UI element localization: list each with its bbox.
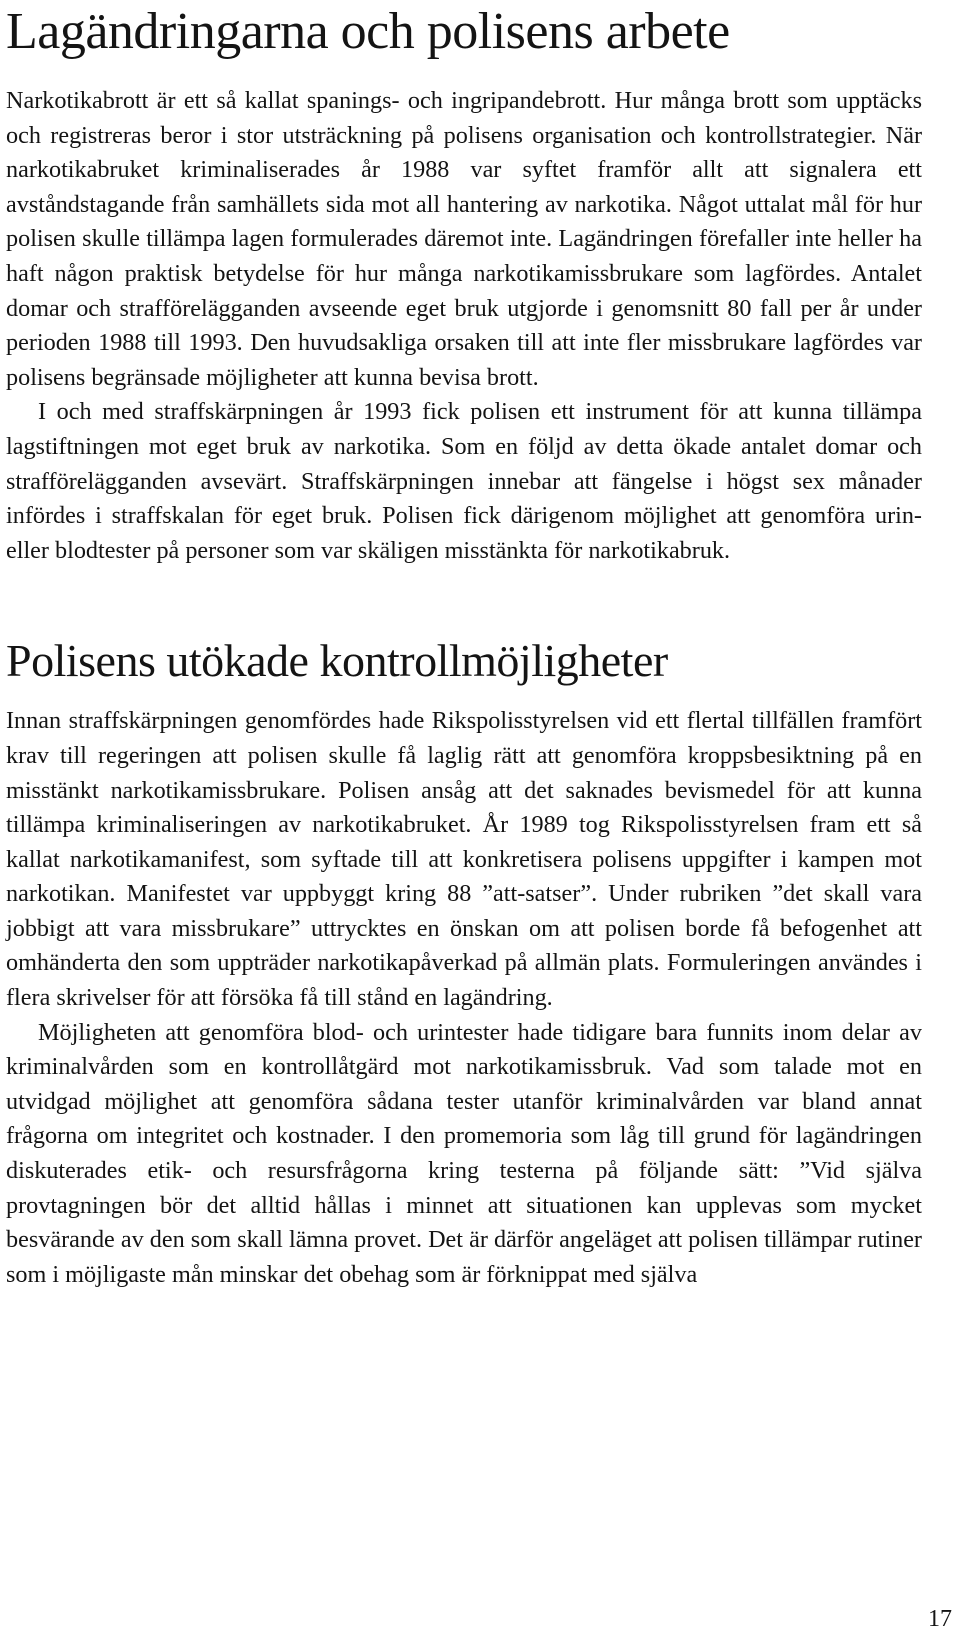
- body-paragraph: Narkotikabrott är ett så kallat spanings- och ingripandebrott. Hur många brott som upptäcks och registreras beror i stor utsträckning på polisens organisation och kontrollstrategier. När narkotikabruket kriminaliserades år 1988 var syftet framför allt att signalera ett avståndstagande från samhällets sida mot all hantering av narkotika. Något uttalat mål för hur polisen skulle tillämpa lagen formulerades däremot inte. Lagändringen förefaller inte heller ha haft någon praktisk betydelse för hur många narkotikamissbrukare som lagfördes. Antalet domar och strafförelägganden avseende eget bruk utgjorde i genomsnitt 80 fall per år under perioden 1988 till 1993. Den huvudsakliga orsaken till att inte fler missbrukare lagfördes var polisens begränsade möjligheter att kunna bevisa brott.: [6, 87, 922, 391]
- document-page: [6, 0, 922, 1292]
- body-paragraph: I och med straffskärpningen år 1993 fick polisen ett instrument för att kunna tillämpa lagstiftningen mot eget bruk av narkotika. Som en följd av detta ökade antalet domar och strafförelägganden avsevärt. Straffskärpningen innebar att fängelse i högst sex månader infördes i straffskalan för eget bruk. Polisen fick därigenom möjlighet att genomföra urin- eller blodtester på personer som var skäligen misstänkta för narkotikabruk.: [6, 398, 922, 564]
- body-paragraph: Möjligheten att genomföra blod- och urintester hade tidigare bara funnits inom delar av kriminalvården som en kontrollåtgärd mot narkotikamissbruk. Vad som talade mot en utvidgad möjlighet att genomföra sådana tester utanför kriminalvården var bland annat frågorna om integritet och kostnader. I den promemoria som låg till grund för lagändringen diskuterades etik- och resursfrågorna kring testerna på följande sätt: ”Vid själva provtagningen bör det alltid hållas i minnet att situationen kan upplevas som mycket besvärande av den som skall lämna provet. Det är därför angeläget att polisen tillämpar rutiner som i möjligaste mån minskar det obehag som är förknippat med själva: [6, 1018, 922, 1288]
- section-heading: Polisens utökade kontrollmöjligheter: [6, 635, 668, 687]
- section-lagandringarna: [6, 84, 922, 568]
- section-kontrollmojligheter: [6, 704, 922, 1292]
- body-paragraph: Innan straffskärpningen genomfördes hade Rikspolisstyrelsen vid ett flertal tillfällen framfört krav till regeringen att polisen skulle få laglig rätt att genomföra kroppsbesiktning på en misstänkt narkotikamissbrukare. Polisen ansåg att det saknades bevismedel för att kunna tillämpa kriminaliseringen av narkotikabruket. År 1989 tog Rikspolisstyrelsen fram ett så kallat narkotikamanifest, som syftade till att konkretisera polisens uppgifter i kampen mot narkotikan. Manifestet var uppbyggt kring 88 ”att-satser”. Under rubriken ”det skall vara jobbigt att vara missbrukare” uttrycktes en önskan om att polisen borde få befogenhet att omhänderta den som uppträder narkotikapåverkad på allmän plats. Formuleringen användes i flera skrivelser för att försöka få till stånd en lagändring.: [6, 707, 922, 1012]
- page-number: 17: [928, 1606, 952, 1632]
- page-title: Lagändringarna och polisens arbete: [6, 3, 730, 60]
